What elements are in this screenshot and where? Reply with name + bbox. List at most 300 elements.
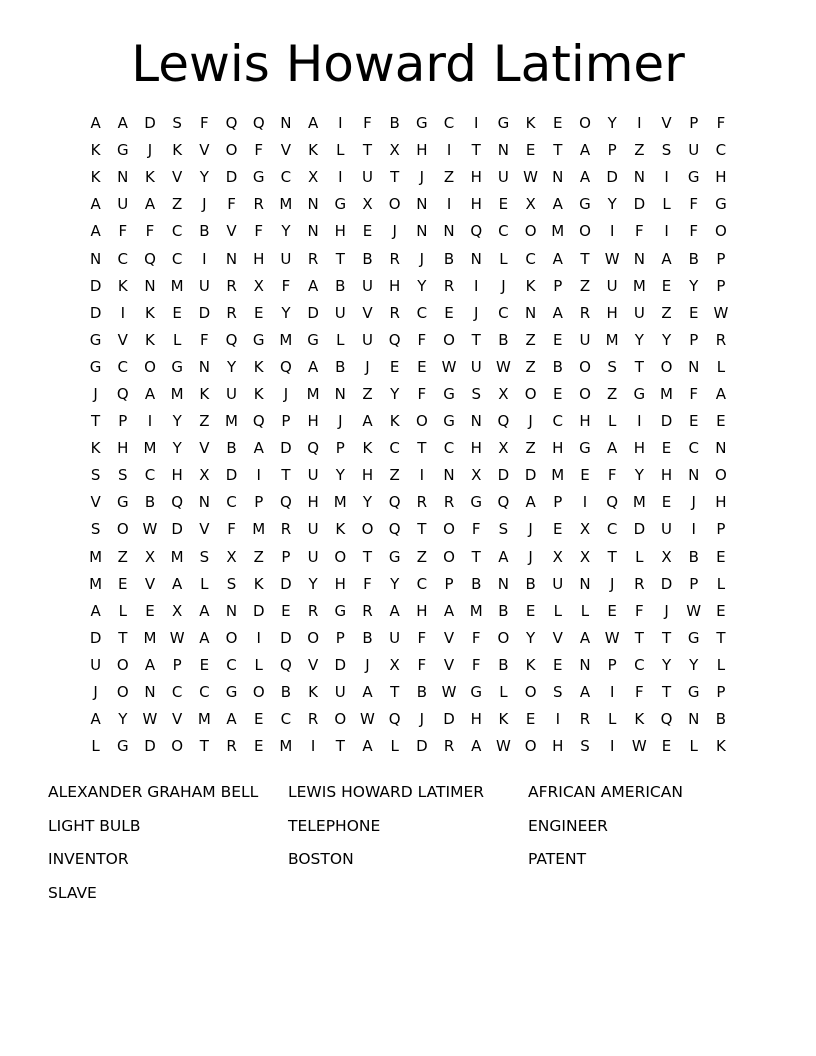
grid-letter: F xyxy=(635,683,644,702)
grid-letter: A xyxy=(579,628,591,647)
grid-letter: C xyxy=(688,439,699,458)
grid-letter: H xyxy=(416,601,428,620)
grid-letter: A xyxy=(90,114,101,133)
grid-letter: Q xyxy=(470,222,483,241)
grid-letter: W xyxy=(360,710,375,729)
grid-letter: C xyxy=(117,249,129,268)
grid-letter: Z xyxy=(579,276,591,295)
grid-letter: T xyxy=(661,683,672,702)
grid-letter: K xyxy=(253,384,264,403)
grid-letter: E xyxy=(281,601,291,620)
grid-letter: E xyxy=(444,303,454,322)
grid-letter: V xyxy=(199,141,210,160)
grid-letter: E xyxy=(172,303,182,322)
grid-letter: E xyxy=(580,466,590,485)
grid-letter: O xyxy=(579,114,591,133)
grid-letter: P xyxy=(716,276,726,295)
grid-letter: M xyxy=(89,574,103,593)
word-list-item: SLAVE xyxy=(48,883,97,902)
grid-letter: L xyxy=(499,249,508,268)
grid-letter: Z xyxy=(389,466,400,485)
grid-letter: R xyxy=(416,493,428,512)
grid-letter: F xyxy=(417,628,427,647)
grid-letter: W xyxy=(441,357,457,376)
grid-letter: D xyxy=(307,303,319,322)
grid-letter: A xyxy=(715,384,727,403)
grid-letter: Z xyxy=(634,141,645,160)
grid-letter: E xyxy=(498,195,509,214)
grid-letter: R xyxy=(226,737,237,756)
grid-letter: R xyxy=(389,249,400,268)
grid-letter: L xyxy=(635,547,644,566)
grid-letter: C xyxy=(498,222,509,241)
grid-letter: G xyxy=(687,628,700,647)
grid-letter: O xyxy=(524,737,537,756)
grid-letter: X xyxy=(307,168,319,187)
grid-letter: P xyxy=(689,114,699,133)
grid-row xyxy=(82,625,737,652)
grid-letter: V xyxy=(661,114,672,133)
grid-letter: L xyxy=(607,710,617,729)
grid-letter: Z xyxy=(525,330,536,349)
grid-letter: N xyxy=(144,276,156,295)
grid-letter: O xyxy=(579,384,591,403)
grid-letter: E xyxy=(688,303,699,322)
grid-letter: B xyxy=(335,276,346,295)
grid-letter: R xyxy=(443,737,455,756)
word-list-item: LIGHT BULB xyxy=(48,816,141,835)
grid-letter: A xyxy=(579,141,591,160)
grid-letter: Q xyxy=(307,439,319,458)
grid-letter: N xyxy=(579,574,591,593)
grid-letter: A xyxy=(362,737,373,756)
grid-letter: B xyxy=(144,493,156,512)
grid-letter: A xyxy=(525,493,536,512)
grid-letter: A xyxy=(552,195,563,214)
grid-letter: F xyxy=(200,330,209,349)
grid-letter: C xyxy=(171,683,183,702)
grid-letter: K xyxy=(498,710,509,729)
grid-letter: V xyxy=(172,710,183,729)
grid-letter: T xyxy=(471,141,481,160)
grid-letter: Y xyxy=(118,710,128,729)
grid-letter: N xyxy=(443,466,455,485)
grid-letter: W xyxy=(523,168,539,187)
grid-letter: E xyxy=(118,574,128,593)
grid-letter: Z xyxy=(117,547,128,566)
grid-letter: L xyxy=(336,141,345,160)
grid-letter: H xyxy=(416,141,428,160)
grid-letter: B xyxy=(362,628,373,647)
grid-letter: D xyxy=(416,737,428,756)
grid-letter: G xyxy=(334,195,347,214)
word-list xyxy=(48,776,768,910)
grid-letter: L xyxy=(553,601,562,620)
grid-letter: O xyxy=(144,357,156,376)
grid-letter: O xyxy=(334,710,347,729)
grid-letter: O xyxy=(715,466,727,485)
grid-letter: D xyxy=(225,168,238,187)
grid-letter: U xyxy=(579,330,591,349)
grid-letter: I xyxy=(446,141,452,160)
grid-letter: K xyxy=(389,412,400,431)
grid-letter: L xyxy=(607,412,617,431)
grid-letter: G xyxy=(687,168,700,187)
grid-letter: D xyxy=(198,303,211,322)
grid-letter: D xyxy=(280,439,292,458)
grid-letter: Y xyxy=(417,276,427,295)
grid-letter: U xyxy=(661,520,673,539)
grid-letter: C xyxy=(715,141,727,160)
grid-letter: G xyxy=(116,493,129,512)
grid-letter: N xyxy=(443,222,455,241)
grid-letter: G xyxy=(334,601,347,620)
grid-letter: S xyxy=(199,547,210,566)
grid-letter: N xyxy=(144,683,156,702)
grid-letter: Q xyxy=(660,710,673,729)
grid-letter: F xyxy=(145,222,155,241)
grid-letter: A xyxy=(144,655,156,674)
grid-letter: U xyxy=(280,249,292,268)
grid-letter: E xyxy=(553,384,563,403)
grid-letter: O xyxy=(116,520,129,539)
grid-row xyxy=(82,598,737,625)
grid-letter: J xyxy=(365,655,370,674)
grid-letter: A xyxy=(661,249,672,268)
grid-letter: I xyxy=(256,466,261,485)
grid-letter: G xyxy=(116,737,129,756)
grid-letter: N xyxy=(579,655,591,674)
grid-letter: I xyxy=(256,628,261,647)
grid-letter: A xyxy=(552,249,563,268)
grid-letter: R xyxy=(280,520,292,539)
grid-letter: M xyxy=(170,276,184,295)
grid-letter: K xyxy=(145,168,155,187)
grid-letter: A xyxy=(579,168,591,187)
grid-letter: K xyxy=(253,574,264,593)
grid-letter: O xyxy=(225,628,238,647)
grid-letter: C xyxy=(498,303,509,322)
grid-letter: B xyxy=(688,249,699,268)
grid-letter: N xyxy=(416,195,428,214)
grid-letter: K xyxy=(90,439,101,458)
grid-letter: A xyxy=(307,357,319,376)
grid-letter: N xyxy=(198,493,210,512)
grid-letter: A xyxy=(307,276,319,295)
grid-letter: K xyxy=(199,384,210,403)
grid-letter: G xyxy=(307,330,319,349)
grid-letter: F xyxy=(471,520,481,539)
grid-letter: E xyxy=(389,357,400,376)
grid-letter: X xyxy=(144,547,156,566)
grid-letter: N xyxy=(688,466,700,485)
word-list-item: BOSTON xyxy=(288,850,354,869)
grid-letter: F xyxy=(417,330,427,349)
grid-letter: Q xyxy=(606,493,619,512)
grid-letter: A xyxy=(199,601,210,620)
grid-letter: H xyxy=(470,168,482,187)
grid-letter: Z xyxy=(525,357,536,376)
grid-letter: M xyxy=(551,222,565,241)
grid-letter: H xyxy=(470,195,482,214)
grid-letter: B xyxy=(280,683,292,702)
grid-letter: R xyxy=(579,303,591,322)
grid-letter: A xyxy=(144,195,156,214)
grid-letter: P xyxy=(553,276,563,295)
grid-letter: I xyxy=(310,737,316,756)
grid-letter: R xyxy=(579,710,591,729)
grid-letter: D xyxy=(280,574,292,593)
grid-letter: G xyxy=(633,384,646,403)
grid-letter: L xyxy=(254,655,263,674)
grid-letter: K xyxy=(715,737,726,756)
grid-letter: I xyxy=(609,683,615,702)
grid-letter: Y xyxy=(172,412,182,431)
grid-letter: D xyxy=(89,303,102,322)
grid-letter: F xyxy=(716,114,726,133)
grid-letter: R xyxy=(443,276,455,295)
grid-letter: V xyxy=(307,655,319,674)
grid-letter: L xyxy=(499,683,508,702)
grid-letter: Z xyxy=(416,547,427,566)
grid-letter: T xyxy=(607,547,617,566)
grid-letter: E xyxy=(716,412,726,431)
grid-letter: H xyxy=(552,737,564,756)
grid-letter: G xyxy=(252,330,265,349)
grid-letter: L xyxy=(689,737,698,756)
grid-letter: D xyxy=(144,114,156,133)
grid-letter: B xyxy=(389,114,400,133)
grid-letter: B xyxy=(335,357,346,376)
grid-letter: X xyxy=(579,547,591,566)
grid-letter: A xyxy=(90,195,101,214)
grid-letter: Q xyxy=(280,655,292,674)
grid-row xyxy=(82,544,737,571)
grid-letter: O xyxy=(443,330,455,349)
grid-letter: R xyxy=(226,276,237,295)
grid-letter: P xyxy=(689,574,699,593)
grid-letter: W xyxy=(441,683,457,702)
grid-letter: B xyxy=(362,249,373,268)
grid-letter: V xyxy=(144,574,156,593)
grid-letter: M xyxy=(252,520,266,539)
grid-letter: U xyxy=(470,357,482,376)
grid-letter: N xyxy=(497,141,510,160)
grid-letter: E xyxy=(661,439,672,458)
page-title: Lewis Howard Latimer xyxy=(131,35,685,93)
grid-letter: I xyxy=(637,412,642,431)
grid-letter: M xyxy=(632,276,646,295)
grid-letter: E xyxy=(688,412,699,431)
grid-row xyxy=(82,516,737,543)
grid-letter: Q xyxy=(225,330,238,349)
grid-letter: P xyxy=(172,655,182,674)
grid-letter: C xyxy=(280,168,292,187)
grid-letter: J xyxy=(419,710,425,729)
grid-letter: D xyxy=(633,520,646,539)
grid-letter: V xyxy=(552,628,563,647)
grid-letter: R xyxy=(389,303,400,322)
grid-letter: W xyxy=(495,737,511,756)
grid-letter: Q xyxy=(116,384,129,403)
grid-letter: Q xyxy=(388,710,401,729)
grid-letter: N xyxy=(688,357,700,376)
grid-letter: A xyxy=(362,683,373,702)
grid-row xyxy=(82,354,737,381)
grid-letter: Q xyxy=(280,357,292,376)
grid-letter: T xyxy=(417,439,427,458)
grid-letter: B xyxy=(688,547,699,566)
grid-letter: B xyxy=(471,574,482,593)
grid-letter: E xyxy=(525,141,536,160)
grid-letter: O xyxy=(524,683,537,702)
grid-letter: R xyxy=(443,493,455,512)
grid-letter: D xyxy=(252,601,265,620)
grid-letter: N xyxy=(470,249,482,268)
grid-letter: Z xyxy=(525,439,536,458)
grid-letter: S xyxy=(661,141,672,160)
grid-letter: I xyxy=(664,222,669,241)
grid-letter: A xyxy=(307,114,319,133)
grid-letter: K xyxy=(525,114,536,133)
grid-letter: H xyxy=(633,439,645,458)
grid-row xyxy=(82,273,737,300)
grid-letter: J xyxy=(93,384,98,403)
grid-letter: L xyxy=(716,357,726,376)
grid-letter: N xyxy=(715,439,727,458)
grid-letter: N xyxy=(524,303,537,322)
grid-letter: E xyxy=(553,520,563,539)
grid-letter: Q xyxy=(171,493,184,512)
grid-letter: E xyxy=(253,303,264,322)
grid-letter: P xyxy=(716,249,726,268)
grid-letter: X xyxy=(226,547,237,566)
grid-letter: Z xyxy=(253,547,264,566)
grid-letter: V xyxy=(90,493,101,512)
grid-letter: F xyxy=(254,141,264,160)
grid-letter: G xyxy=(715,195,727,214)
grid-letter: K xyxy=(90,141,101,160)
grid-letter: A xyxy=(172,574,183,593)
grid-letter: H xyxy=(660,466,673,485)
grid-letter: T xyxy=(91,412,101,431)
grid-letter: W xyxy=(631,737,647,756)
grid-letter: H xyxy=(606,303,618,322)
grid-letter: O xyxy=(361,520,374,539)
grid-letter: H xyxy=(334,222,346,241)
grid-letter: N xyxy=(307,222,319,241)
grid-letter: D xyxy=(443,710,455,729)
grid-letter: T xyxy=(471,547,481,566)
grid-letter: N xyxy=(89,249,102,268)
grid-letter: C xyxy=(443,114,455,133)
grid-letter: S xyxy=(172,114,182,133)
grid-letter: X xyxy=(525,195,536,214)
grid-letter: O xyxy=(443,520,455,539)
grid-letter: Q xyxy=(144,249,156,268)
grid-letter: F xyxy=(689,222,699,241)
grid-letter: F xyxy=(227,195,236,214)
grid-letter: U xyxy=(90,655,102,674)
grid-row xyxy=(82,218,737,245)
grid-letter: D xyxy=(144,737,156,756)
grid-letter: Y xyxy=(689,276,699,295)
grid-letter: M xyxy=(279,330,293,349)
grid-letter: D xyxy=(89,276,102,295)
grid-letter: U xyxy=(334,683,346,702)
grid-letter: A xyxy=(498,547,509,566)
grid-letter: H xyxy=(334,574,346,593)
grid-letter: R xyxy=(307,710,319,729)
grid-row xyxy=(82,435,737,462)
grid-letter: M xyxy=(225,412,238,431)
grid-letter: I xyxy=(664,168,669,187)
grid-letter: G xyxy=(579,439,591,458)
grid-letter: N xyxy=(688,710,700,729)
grid-letter: Q xyxy=(225,114,238,133)
grid-letter: I xyxy=(474,276,479,295)
grid-letter: J xyxy=(202,195,207,214)
grid-letter: Z xyxy=(362,384,373,403)
grid-letter: J xyxy=(664,601,669,620)
grid-letter: P xyxy=(444,574,454,593)
grid-letter: Y xyxy=(335,466,345,485)
grid-row xyxy=(82,245,737,272)
grid-letter: T xyxy=(553,141,563,160)
grid-letter: L xyxy=(336,330,345,349)
grid-letter: U xyxy=(334,303,346,322)
grid-letter: K xyxy=(90,168,101,187)
grid-letter: J xyxy=(419,168,425,187)
grid-letter: N xyxy=(334,384,346,403)
grid-letter: H xyxy=(117,439,129,458)
grid-row xyxy=(82,679,737,706)
grid-letter: O xyxy=(443,547,455,566)
grid-letter: W xyxy=(713,303,729,322)
grid-letter: Q xyxy=(497,493,510,512)
grid-letter: B xyxy=(715,710,727,729)
grid-letter: I xyxy=(446,195,452,214)
grid-letter: V xyxy=(199,520,210,539)
word-list-item: PATENT xyxy=(528,850,587,869)
grid-letter: F xyxy=(227,520,236,539)
grid-letter: H xyxy=(715,168,727,187)
grid-letter: O xyxy=(171,737,184,756)
grid-letter: F xyxy=(281,276,291,295)
grid-letter: B xyxy=(525,574,536,593)
grid-letter: O xyxy=(388,195,401,214)
grid-letter: K xyxy=(525,655,536,674)
grid-letter: R xyxy=(307,249,319,268)
grid-letter: M xyxy=(143,628,157,647)
grid-letter: U xyxy=(361,276,373,295)
grid-letter: X xyxy=(199,466,210,485)
grid-letter: E xyxy=(661,737,672,756)
grid-letter: M xyxy=(551,466,565,485)
grid-letter: N xyxy=(633,168,645,187)
grid-letter: D xyxy=(606,168,618,187)
grid-letter: Z xyxy=(607,384,618,403)
grid-letter: I xyxy=(637,114,642,133)
grid-letter: J xyxy=(392,222,397,241)
grid-letter: Z xyxy=(199,412,210,431)
grid-letter: A xyxy=(117,114,128,133)
grid-letter: X xyxy=(172,601,183,620)
grid-letter: M xyxy=(632,493,646,512)
grid-letter: T xyxy=(390,168,400,187)
grid-letter: M xyxy=(279,195,293,214)
grid-letter: U xyxy=(307,466,319,485)
